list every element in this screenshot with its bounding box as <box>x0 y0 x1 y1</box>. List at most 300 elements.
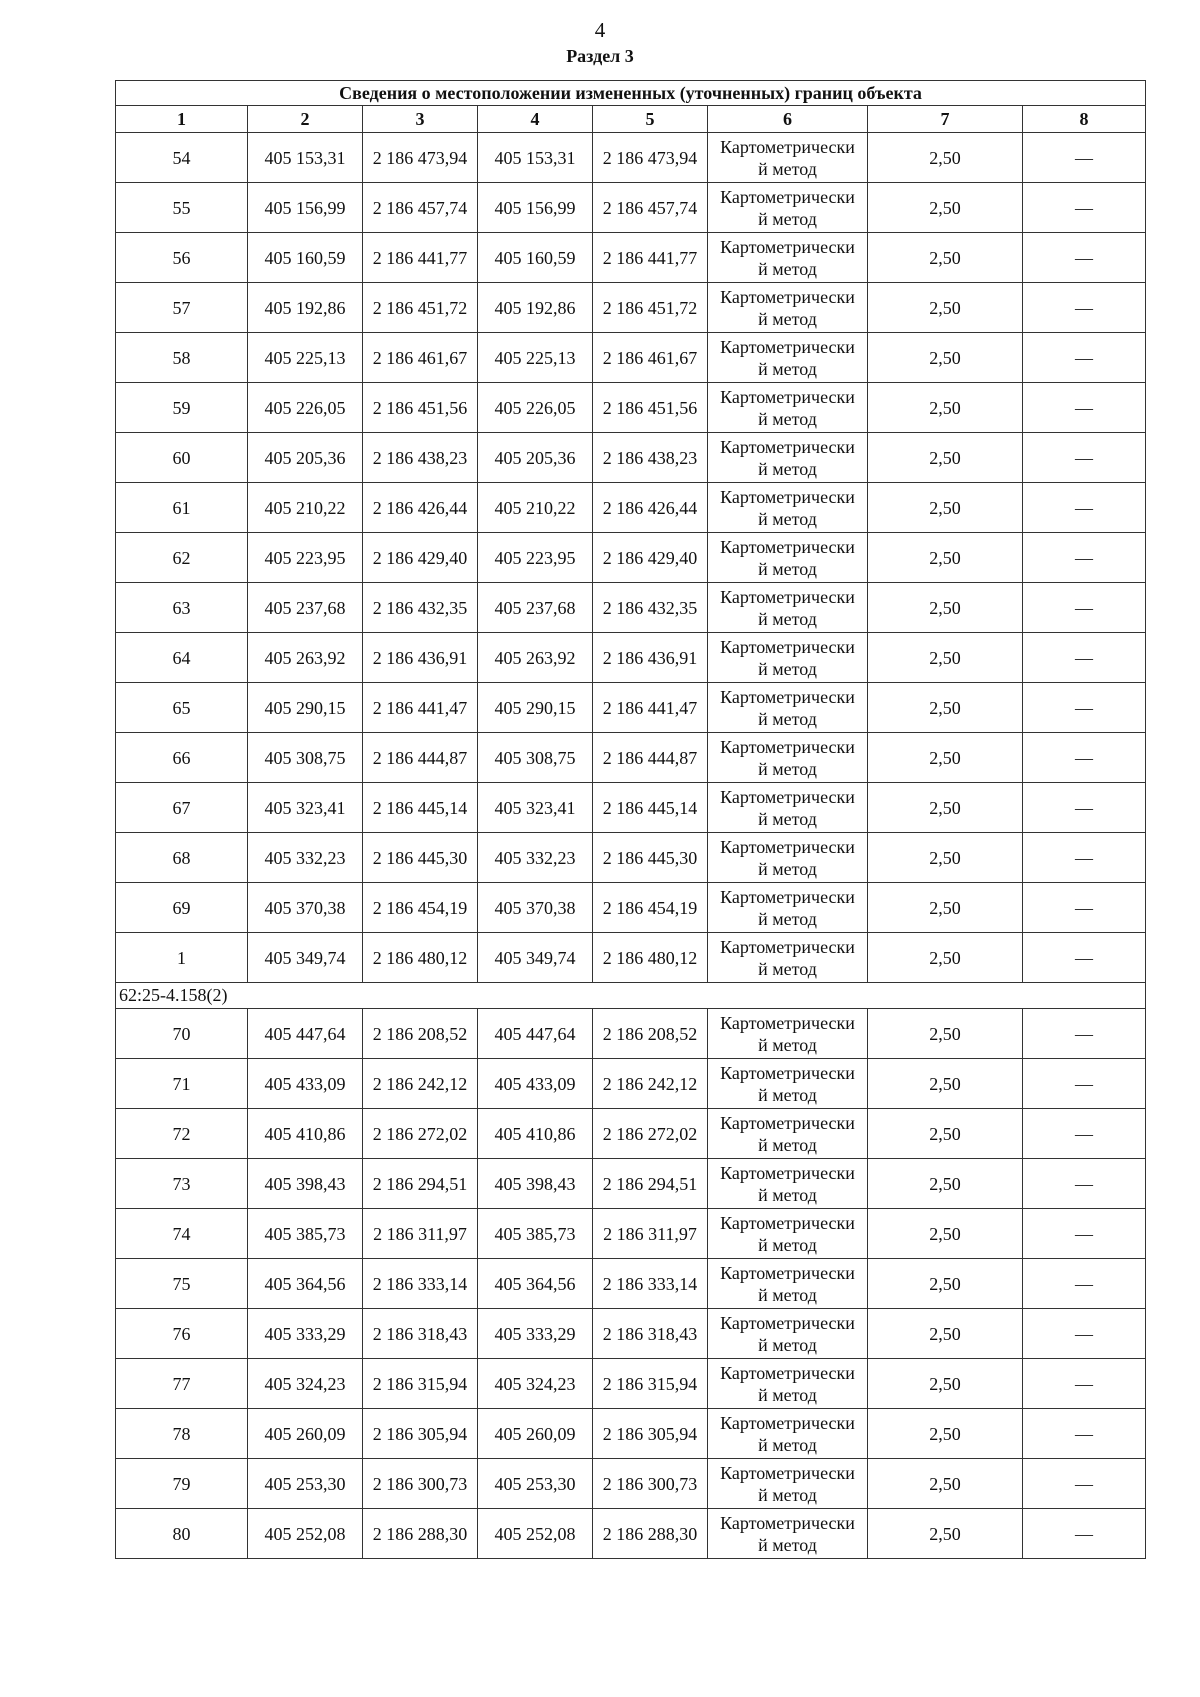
point-number-cell: 70 <box>116 1009 248 1059</box>
x-refined-cell: 405 398,43 <box>478 1159 593 1209</box>
x-refined-cell: 405 323,41 <box>478 783 593 833</box>
x-refined-cell: 405 385,73 <box>478 1209 593 1259</box>
x-refined-cell: 405 263,92 <box>478 633 593 683</box>
y-existing-cell: 2 186 436,91 <box>363 633 478 683</box>
y-existing-cell: 2 186 454,19 <box>363 883 478 933</box>
y-refined-cell: 2 186 288,30 <box>593 1509 708 1559</box>
table-row <box>116 483 1146 533</box>
point-number-cell: 79 <box>116 1459 248 1509</box>
point-number-cell: 77 <box>116 1359 248 1409</box>
description-cell: — <box>1023 783 1146 833</box>
table-row <box>116 883 1146 933</box>
x-refined-cell: 405 253,30 <box>478 1459 593 1509</box>
x-existing-cell: 405 370,38 <box>248 883 363 933</box>
method-cell <box>708 283 868 333</box>
x-existing-cell: 405 263,92 <box>248 633 363 683</box>
description-cell: — <box>1023 1309 1146 1359</box>
point-number-cell: 73 <box>116 1159 248 1209</box>
y-existing-cell: 2 186 300,73 <box>363 1459 478 1509</box>
x-refined-cell: 405 332,23 <box>478 833 593 883</box>
y-existing-cell: 2 186 429,40 <box>363 533 478 583</box>
method-text-line2: й метод <box>758 658 817 679</box>
y-existing-cell: 2 186 457,74 <box>363 183 478 233</box>
y-existing-cell: 2 186 311,97 <box>363 1209 478 1259</box>
table-caption-row <box>116 81 1146 106</box>
y-existing-cell: 2 186 294,51 <box>363 1159 478 1209</box>
method-text-line1: Картометрически <box>720 336 855 357</box>
accuracy-cell: 2,50 <box>868 1159 1023 1209</box>
method-text-line2: й метод <box>758 908 817 929</box>
method-cell <box>708 383 868 433</box>
y-refined-cell: 2 186 441,77 <box>593 233 708 283</box>
method-text-line1: Картометрически <box>720 1012 855 1033</box>
x-refined-cell: 405 252,08 <box>478 1509 593 1559</box>
y-existing-cell: 2 186 438,23 <box>363 433 478 483</box>
x-existing-cell: 405 225,13 <box>248 333 363 383</box>
x-refined-cell: 405 290,15 <box>478 683 593 733</box>
y-refined-cell: 2 186 305,94 <box>593 1409 708 1459</box>
y-existing-cell: 2 186 444,87 <box>363 733 478 783</box>
method-text-line2: й метод <box>758 708 817 729</box>
table-row <box>116 1209 1146 1259</box>
point-number-cell: 68 <box>116 833 248 883</box>
method-text-line1: Картометрически <box>720 386 855 407</box>
x-refined-cell: 405 349,74 <box>478 933 593 983</box>
method-cell <box>708 133 868 183</box>
x-refined-cell: 405 364,56 <box>478 1259 593 1309</box>
y-refined-cell: 2 186 311,97 <box>593 1209 708 1259</box>
x-refined-cell: 405 333,29 <box>478 1309 593 1359</box>
method-cell <box>708 733 868 783</box>
y-refined-cell: 2 186 461,67 <box>593 333 708 383</box>
method-cell <box>708 1059 868 1109</box>
y-refined-cell: 2 186 315,94 <box>593 1359 708 1409</box>
y-refined-cell: 2 186 300,73 <box>593 1459 708 1509</box>
table-row <box>116 783 1146 833</box>
point-number-cell: 57 <box>116 283 248 333</box>
x-refined-cell: 405 153,31 <box>478 133 593 183</box>
x-refined-cell: 405 223,95 <box>478 533 593 583</box>
method-cell <box>708 1209 868 1259</box>
point-number-cell: 54 <box>116 133 248 183</box>
method-cell <box>708 433 868 483</box>
description-cell: — <box>1023 1009 1146 1059</box>
method-text-line1: Картометрически <box>720 186 855 207</box>
method-text-line2: й метод <box>758 258 817 279</box>
table-row <box>116 533 1146 583</box>
column-number: 5 <box>593 106 708 133</box>
x-existing-cell: 405 398,43 <box>248 1159 363 1209</box>
y-refined-cell: 2 186 441,47 <box>593 683 708 733</box>
x-existing-cell: 405 333,29 <box>248 1309 363 1359</box>
method-text-line2: й метод <box>758 408 817 429</box>
method-cell <box>708 1159 868 1209</box>
x-existing-cell: 405 153,31 <box>248 133 363 183</box>
x-existing-cell: 405 447,64 <box>248 1009 363 1059</box>
method-text-line1: Картометрически <box>720 1162 855 1183</box>
y-existing-cell: 2 186 461,67 <box>363 333 478 383</box>
y-refined-cell: 2 186 242,12 <box>593 1059 708 1109</box>
x-refined-cell: 405 192,86 <box>478 283 593 333</box>
accuracy-cell: 2,50 <box>868 183 1023 233</box>
x-existing-cell: 405 237,68 <box>248 583 363 633</box>
y-refined-cell: 2 186 436,91 <box>593 633 708 683</box>
table-row <box>116 233 1146 283</box>
method-text-line2: й метод <box>758 608 817 629</box>
method-text-line2: й метод <box>758 758 817 779</box>
accuracy-cell: 2,50 <box>868 733 1023 783</box>
method-text-line2: й метод <box>758 208 817 229</box>
accuracy-cell: 2,50 <box>868 833 1023 883</box>
method-text-line2: й метод <box>758 1534 817 1555</box>
x-existing-cell: 405 308,75 <box>248 733 363 783</box>
table-caption: Сведения о местоположении измененных (уточненных) границ объекта <box>116 81 1146 106</box>
table-row <box>116 733 1146 783</box>
x-existing-cell: 405 223,95 <box>248 533 363 583</box>
accuracy-cell: 2,50 <box>868 383 1023 433</box>
description-cell: — <box>1023 233 1146 283</box>
method-cell <box>708 783 868 833</box>
table-row <box>116 1009 1146 1059</box>
method-text-line1: Картометрически <box>720 1462 855 1483</box>
point-number-cell: 67 <box>116 783 248 833</box>
point-number-cell: 63 <box>116 583 248 633</box>
method-text-line1: Картометрически <box>720 1312 855 1333</box>
y-refined-cell: 2 186 451,56 <box>593 383 708 433</box>
accuracy-cell: 2,50 <box>868 133 1023 183</box>
y-existing-cell: 2 186 333,14 <box>363 1259 478 1309</box>
x-existing-cell: 405 332,23 <box>248 833 363 883</box>
method-text-line1: Картометрически <box>720 636 855 657</box>
table-row <box>116 833 1146 883</box>
method-cell <box>708 1109 868 1159</box>
description-cell: — <box>1023 833 1146 883</box>
method-text-line2: й метод <box>758 508 817 529</box>
x-existing-cell: 405 192,86 <box>248 283 363 333</box>
accuracy-cell: 2,50 <box>868 333 1023 383</box>
method-text-line1: Картометрически <box>720 136 855 157</box>
description-cell: — <box>1023 1259 1146 1309</box>
y-refined-cell: 2 186 432,35 <box>593 583 708 633</box>
accuracy-cell: 2,50 <box>868 1009 1023 1059</box>
accuracy-cell: 2,50 <box>868 1059 1023 1109</box>
table-row <box>116 1409 1146 1459</box>
y-refined-cell: 2 186 457,74 <box>593 183 708 233</box>
method-text-line2: й метод <box>758 1134 817 1155</box>
method-text-line1: Картометрически <box>720 536 855 557</box>
method-text-line1: Картометрически <box>720 1112 855 1133</box>
x-refined-cell: 405 237,68 <box>478 583 593 633</box>
description-cell: — <box>1023 633 1146 683</box>
point-number-cell: 55 <box>116 183 248 233</box>
description-cell: — <box>1023 1109 1146 1159</box>
accuracy-cell: 2,50 <box>868 583 1023 633</box>
x-refined-cell: 405 410,86 <box>478 1109 593 1159</box>
method-text-line2: й метод <box>758 1084 817 1105</box>
accuracy-cell: 2,50 <box>868 883 1023 933</box>
y-existing-cell: 2 186 426,44 <box>363 483 478 533</box>
method-text-line1: Картометрически <box>720 236 855 257</box>
table-row <box>116 933 1146 983</box>
group-header-row <box>116 983 1146 1009</box>
table-row <box>116 433 1146 483</box>
x-refined-cell: 405 205,36 <box>478 433 593 483</box>
y-refined-cell: 2 186 426,44 <box>593 483 708 533</box>
x-existing-cell: 405 323,41 <box>248 783 363 833</box>
method-text-line1: Картометрически <box>720 736 855 757</box>
y-refined-cell: 2 186 473,94 <box>593 133 708 183</box>
y-refined-cell: 2 186 318,43 <box>593 1309 708 1359</box>
point-number-cell: 74 <box>116 1209 248 1259</box>
x-refined-cell: 405 210,22 <box>478 483 593 533</box>
table-row <box>116 283 1146 333</box>
y-existing-cell: 2 186 445,14 <box>363 783 478 833</box>
method-cell <box>708 1309 868 1359</box>
table-row <box>116 183 1146 233</box>
table-row <box>116 333 1146 383</box>
method-text-line1: Картометрически <box>720 1362 855 1383</box>
point-number-cell: 75 <box>116 1259 248 1309</box>
point-number-cell: 72 <box>116 1109 248 1159</box>
point-number-cell: 66 <box>116 733 248 783</box>
point-number-cell: 65 <box>116 683 248 733</box>
x-refined-cell: 405 156,99 <box>478 183 593 233</box>
x-existing-cell: 405 364,56 <box>248 1259 363 1309</box>
table-row <box>116 583 1146 633</box>
description-cell: — <box>1023 283 1146 333</box>
x-existing-cell: 405 210,22 <box>248 483 363 533</box>
method-text-line2: й метод <box>758 458 817 479</box>
column-number: 8 <box>1023 106 1146 133</box>
column-number: 7 <box>868 106 1023 133</box>
point-number-cell: 80 <box>116 1509 248 1559</box>
table-row <box>116 1259 1146 1309</box>
method-text-line2: й метод <box>758 558 817 579</box>
column-number: 1 <box>116 106 248 133</box>
accuracy-cell: 2,50 <box>868 433 1023 483</box>
table-row <box>116 383 1146 433</box>
x-refined-cell: 405 160,59 <box>478 233 593 283</box>
method-cell <box>708 483 868 533</box>
method-cell <box>708 683 868 733</box>
description-cell: — <box>1023 1159 1146 1209</box>
x-existing-cell: 405 260,09 <box>248 1409 363 1459</box>
y-existing-cell: 2 186 318,43 <box>363 1309 478 1359</box>
y-existing-cell: 2 186 305,94 <box>363 1409 478 1459</box>
method-text-line2: й метод <box>758 808 817 829</box>
method-text-line2: й метод <box>758 358 817 379</box>
y-existing-cell: 2 186 242,12 <box>363 1059 478 1109</box>
method-text-line1: Картометрически <box>720 1062 855 1083</box>
accuracy-cell: 2,50 <box>868 1309 1023 1359</box>
table-row <box>116 1159 1146 1209</box>
parcel-group-label: 62:25-4.158(2) <box>116 983 1146 1009</box>
method-cell <box>708 833 868 883</box>
y-refined-cell: 2 186 438,23 <box>593 433 708 483</box>
point-number-cell: 62 <box>116 533 248 583</box>
method-text-line2: й метод <box>758 1434 817 1455</box>
point-number-cell: 71 <box>116 1059 248 1109</box>
method-cell <box>708 1509 868 1559</box>
method-cell <box>708 1409 868 1459</box>
y-refined-cell: 2 186 294,51 <box>593 1159 708 1209</box>
method-text-line1: Картометрически <box>720 936 855 957</box>
method-cell <box>708 1459 868 1509</box>
point-number-cell: 56 <box>116 233 248 283</box>
accuracy-cell: 2,50 <box>868 1459 1023 1509</box>
x-existing-cell: 405 349,74 <box>248 933 363 983</box>
method-text-line1: Картометрически <box>720 1512 855 1533</box>
x-refined-cell: 405 447,64 <box>478 1009 593 1059</box>
accuracy-cell: 2,50 <box>868 283 1023 333</box>
x-existing-cell: 405 410,86 <box>248 1109 363 1159</box>
section-title: Раздел 3 <box>566 46 634 66</box>
description-cell: — <box>1023 1459 1146 1509</box>
y-existing-cell: 2 186 272,02 <box>363 1109 478 1159</box>
description-cell: — <box>1023 733 1146 783</box>
accuracy-cell: 2,50 <box>868 533 1023 583</box>
column-number: 6 <box>708 106 868 133</box>
description-cell: — <box>1023 583 1146 633</box>
description-cell: — <box>1023 933 1146 983</box>
x-existing-cell: 405 226,05 <box>248 383 363 433</box>
description-cell: — <box>1023 1059 1146 1109</box>
description-cell: — <box>1023 883 1146 933</box>
y-refined-cell: 2 186 445,30 <box>593 833 708 883</box>
x-refined-cell: 405 226,05 <box>478 383 593 433</box>
point-number-cell: 59 <box>116 383 248 433</box>
table-row <box>116 1059 1146 1109</box>
description-cell: — <box>1023 383 1146 433</box>
accuracy-cell: 2,50 <box>868 233 1023 283</box>
description-cell: — <box>1023 1509 1146 1559</box>
method-text-line1: Картометрически <box>720 586 855 607</box>
y-existing-cell: 2 186 288,30 <box>363 1509 478 1559</box>
accuracy-cell: 2,50 <box>868 1359 1023 1409</box>
x-existing-cell: 405 205,36 <box>248 433 363 483</box>
x-refined-cell: 405 324,23 <box>478 1359 593 1409</box>
method-cell <box>708 533 868 583</box>
method-text-line1: Картометрически <box>720 786 855 807</box>
method-text-line1: Картометрически <box>720 286 855 307</box>
accuracy-cell: 2,50 <box>868 933 1023 983</box>
x-existing-cell: 405 160,59 <box>248 233 363 283</box>
accuracy-cell: 2,50 <box>868 683 1023 733</box>
point-number-cell: 78 <box>116 1409 248 1459</box>
page-number: 4 <box>594 18 606 42</box>
method-text-line1: Картометрически <box>720 886 855 907</box>
point-number-cell: 69 <box>116 883 248 933</box>
method-text-line2: й метод <box>758 1234 817 1255</box>
x-existing-cell: 405 385,73 <box>248 1209 363 1259</box>
method-text-line2: й метод <box>758 1284 817 1305</box>
table-row <box>116 633 1146 683</box>
point-number-cell: 58 <box>116 333 248 383</box>
method-cell <box>708 333 868 383</box>
accuracy-cell: 2,50 <box>868 1509 1023 1559</box>
point-number-cell: 60 <box>116 433 248 483</box>
method-text-line2: й метод <box>758 1034 817 1055</box>
accuracy-cell: 2,50 <box>868 483 1023 533</box>
description-cell: — <box>1023 183 1146 233</box>
point-number-cell: 64 <box>116 633 248 683</box>
x-refined-cell: 405 260,09 <box>478 1409 593 1459</box>
y-existing-cell: 2 186 432,35 <box>363 583 478 633</box>
point-number-cell: 1 <box>116 933 248 983</box>
x-refined-cell: 405 370,38 <box>478 883 593 933</box>
y-refined-cell: 2 186 454,19 <box>593 883 708 933</box>
x-refined-cell: 405 433,09 <box>478 1059 593 1109</box>
table-row <box>116 1459 1146 1509</box>
y-existing-cell: 2 186 208,52 <box>363 1009 478 1059</box>
method-cell <box>708 1359 868 1409</box>
table-row <box>116 1309 1146 1359</box>
y-refined-cell: 2 186 451,72 <box>593 283 708 333</box>
table-body <box>116 133 1146 1559</box>
method-text-line1: Картометрически <box>720 486 855 507</box>
method-cell <box>708 583 868 633</box>
x-existing-cell: 405 156,99 <box>248 183 363 233</box>
accuracy-cell: 2,50 <box>868 1209 1023 1259</box>
method-text-line1: Картометрически <box>720 836 855 857</box>
accuracy-cell: 2,50 <box>868 1409 1023 1459</box>
description-cell: — <box>1023 683 1146 733</box>
accuracy-cell: 2,50 <box>868 633 1023 683</box>
description-cell: — <box>1023 433 1146 483</box>
y-existing-cell: 2 186 451,56 <box>363 383 478 433</box>
method-text-line2: й метод <box>758 1484 817 1505</box>
y-refined-cell: 2 186 444,87 <box>593 733 708 783</box>
description-cell: — <box>1023 1209 1146 1259</box>
coordinates-table <box>115 80 1146 1559</box>
method-cell <box>708 933 868 983</box>
table-row <box>116 133 1146 183</box>
method-text-line2: й метод <box>758 1384 817 1405</box>
x-existing-cell: 405 324,23 <box>248 1359 363 1409</box>
table-row <box>116 1509 1146 1559</box>
method-cell <box>708 883 868 933</box>
description-cell: — <box>1023 333 1146 383</box>
y-existing-cell: 2 186 441,47 <box>363 683 478 733</box>
method-text-line2: й метод <box>758 308 817 329</box>
method-cell <box>708 1259 868 1309</box>
method-cell <box>708 183 868 233</box>
method-text-line1: Картометрически <box>720 436 855 457</box>
method-text-line2: й метод <box>758 158 817 179</box>
method-text-line1: Картометрически <box>720 686 855 707</box>
method-text-line2: й метод <box>758 1184 817 1205</box>
method-cell <box>708 1009 868 1059</box>
y-existing-cell: 2 186 441,77 <box>363 233 478 283</box>
accuracy-cell: 2,50 <box>868 783 1023 833</box>
y-refined-cell: 2 186 272,02 <box>593 1109 708 1159</box>
method-text-line1: Картометрически <box>720 1262 855 1283</box>
y-existing-cell: 2 186 451,72 <box>363 283 478 333</box>
x-existing-cell: 405 433,09 <box>248 1059 363 1109</box>
y-existing-cell: 2 186 445,30 <box>363 833 478 883</box>
y-refined-cell: 2 186 429,40 <box>593 533 708 583</box>
table-row <box>116 1109 1146 1159</box>
y-refined-cell: 2 186 208,52 <box>593 1009 708 1059</box>
x-refined-cell: 405 308,75 <box>478 733 593 783</box>
accuracy-cell: 2,50 <box>868 1109 1023 1159</box>
table-row <box>116 1359 1146 1409</box>
description-cell: — <box>1023 1409 1146 1459</box>
point-number-cell: 61 <box>116 483 248 533</box>
y-refined-cell: 2 186 480,12 <box>593 933 708 983</box>
method-text-line2: й метод <box>758 1334 817 1355</box>
method-cell <box>708 633 868 683</box>
